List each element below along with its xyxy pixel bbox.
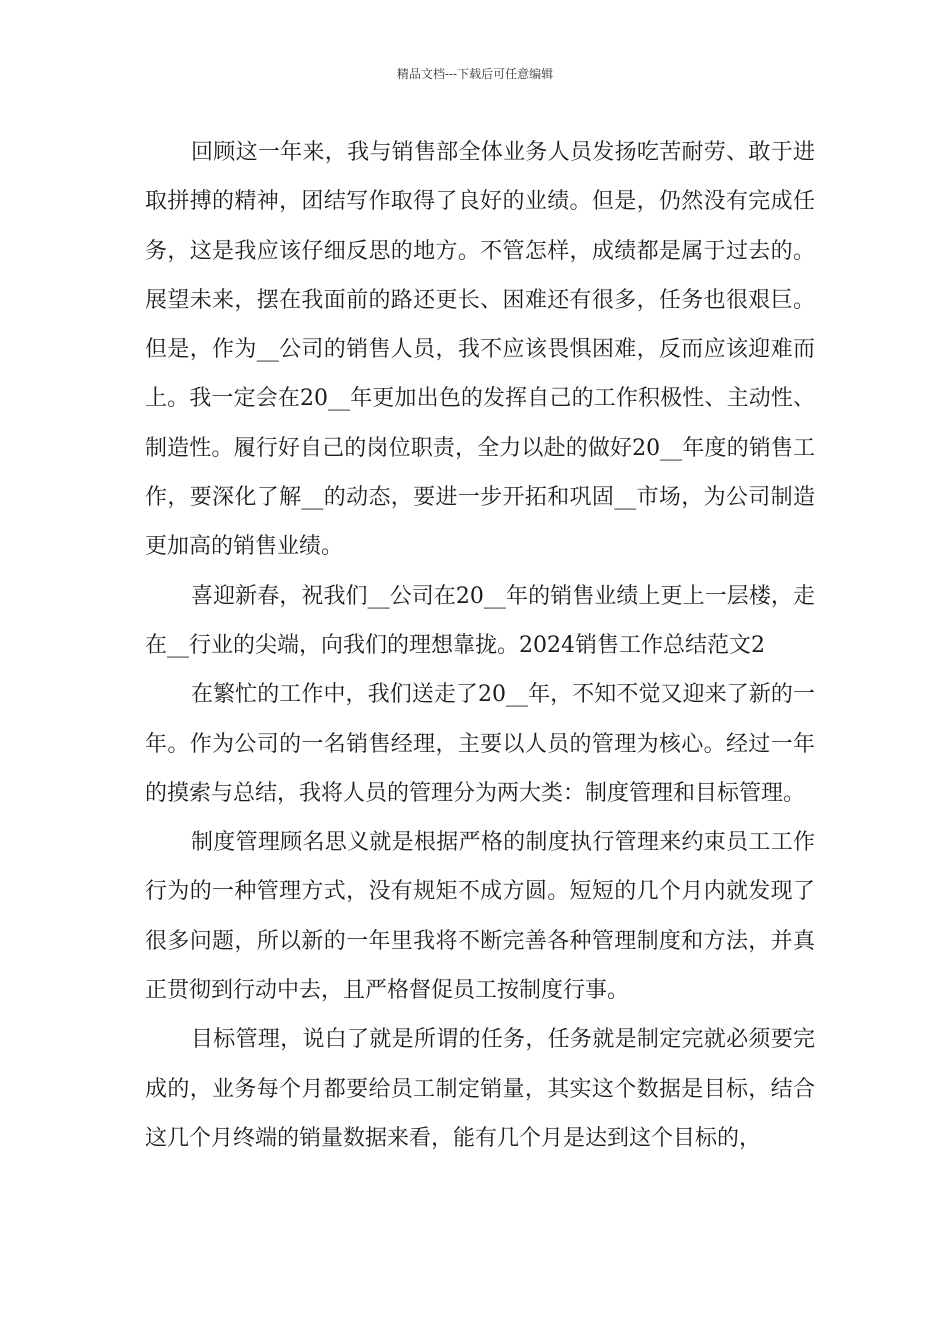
page-header: 精品文档---下载后可任意编辑 [396,67,554,81]
paragraph-system-management: 制度管理顾名思义就是根据严格的制度执行管理来约束员工工作行为的一种管理方式，没有规矩不成方圆。短短的几个月内就发现了很多问题，所以新的一年里我将不断完善各种管理制度和方法，并真正贯彻到行动中去，且严格督促员工按制度行事。 [145,830,815,1004]
document-body [145,128,815,1163]
paragraph-review: 回顾这一年来，我与销售部全体业务人员发扬吃苦耐劳、敢于进取拼搏的精神，团结写作取得了良好的业绩。但是，仍然没有完成任务，这是我应该仔细反思的地方。不管怎样，成绩都是属于过去的。展望未来，摆在我面前的路还更长、困难还有很多，任务也很艰巨。但是，作为__公司的销售人员，我不应该畏惧困难，反而应该迎难而上。我一定会在20__年更加出色的发挥自己的工作积极性、主动性、制造性。履行好自己的岗位职责，全力以赴的做好20__年度的销售工作，要深化了解__的动态，要进一步开拓和巩固__市场，为公司制造更加高的销售业绩。 [145,140,815,560]
paragraph-target-management: 目标管理，说白了就是所谓的任务，任务就是制定完就必须要完成的，业务每个月都要给员工制定销量，其实这个数据是目标，结合这几个月终端的销量数据来看，能有几个月是达到这个目标的， [145,1027,815,1151]
paragraph-busy-work: 在繁忙的工作中，我们送走了20__年，不知不觉又迎来了新的一年。作为公司的一名销售经理，主要以人员的管理为核心。经过一年的摸索与总结，我将人员的管理分为两大类：制度管理和目标管理。 [145,682,815,806]
paragraph-new-year-wish: 喜迎新春，祝我们__公司在20__年的销售业绩上更上一层楼，走在__行业的尖端，向我们的理想靠拢。2024销售工作总结范文2 [145,583,815,658]
